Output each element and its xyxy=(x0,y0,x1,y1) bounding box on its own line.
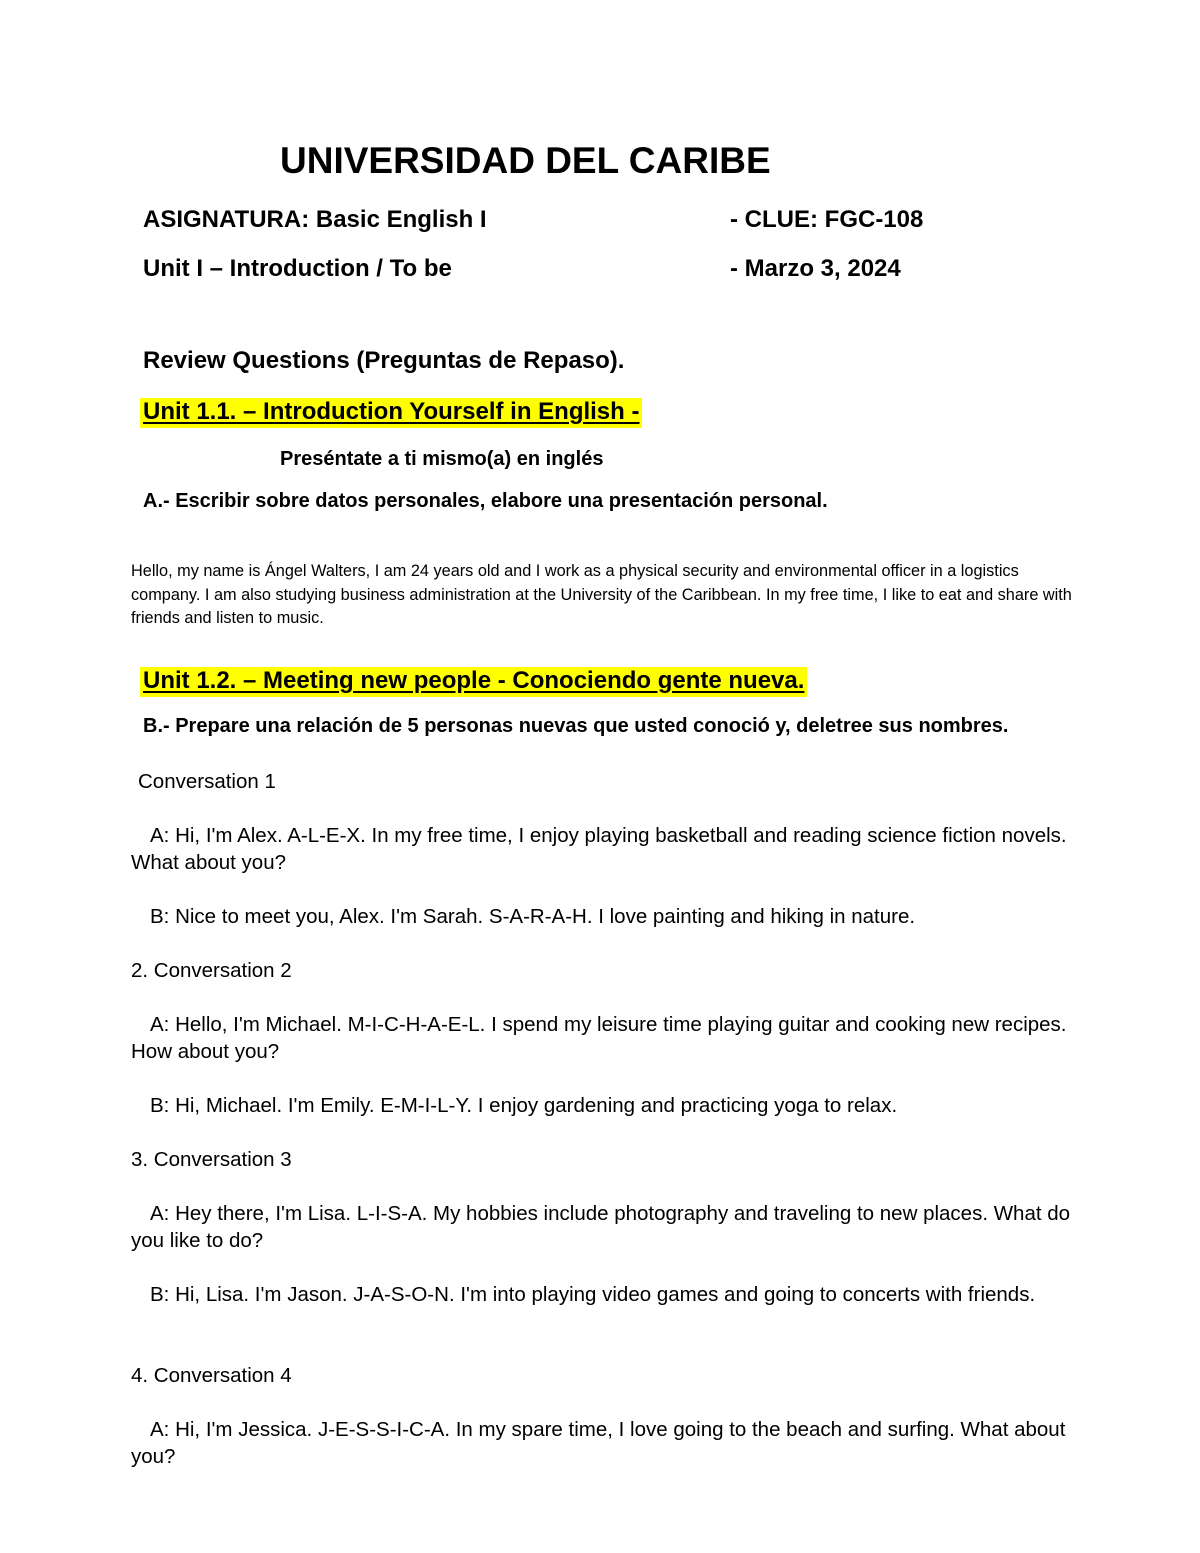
subject-label: ASIGNATURA xyxy=(143,206,302,233)
section2-heading: Unit 1.2. – Meeting new people - Conociendo gente nueva. xyxy=(140,667,807,697)
conversation-1-line-b: B: Nice to meet you, Alex. I'm Sarah. S-A-R-A-H. I love painting and hiking in nature. xyxy=(150,905,916,928)
subject-line xyxy=(143,206,487,234)
conversation-4-title: 4. Conversation 4 xyxy=(131,1364,292,1387)
conversation-3-line-a: A: Hey there, I'm Lisa. L-I-S-A. My hobbies include photography and traveling to new places. What do you like to do? xyxy=(131,1202,1071,1252)
conversation-2-title: 2. Conversation 2 xyxy=(131,959,292,982)
unit-line: Unit I – Introduction / To be xyxy=(143,255,452,282)
conversation-1-line-a: A: Hi, I'm Alex. A-L-E-X. In my free time, I enjoy playing basketball and reading science fiction novels. What about you? xyxy=(131,824,1067,874)
conversation-4-line-a: A: Hi, I'm Jessica. J-E-S-S-I-C-A. In my spare time, I love going to the beach and surfing. What about you? xyxy=(131,1418,1066,1468)
university-title: UNIVERSIDAD DEL CARIBE xyxy=(280,140,771,181)
review-title: Review Questions (Preguntas de Repaso). xyxy=(143,347,625,374)
conversation-3-title: 3. Conversation 3 xyxy=(131,1148,292,1171)
section1-subtitle: Preséntate a ti mismo(a) en inglés xyxy=(280,448,604,470)
section1-instruction: A.- Escribir sobre datos personales, elabore una presentación personal. xyxy=(143,490,828,512)
section2-instruction: B.- Prepare una relación de 5 personas nuevas que usted conoció y, deletree sus nombres. xyxy=(143,715,1009,737)
conversation-2-line-b: B: Hi, Michael. I'm Emily. E-M-I-L-Y. I enjoy gardening and practicing yoga to relax. xyxy=(150,1094,898,1117)
conversation-2-line-a: A: Hello, I'm Michael. M-I-C-H-A-E-L. I spend my leisure time playing guitar and cooking new recipes. How about you? xyxy=(131,1013,1067,1063)
conversation-3-line-b: B: Hi, Lisa. I'm Jason. J-A-S-O-N. I'm into playing video games and going to concerts with friends. xyxy=(150,1283,1036,1306)
introduction-paragraph: Hello, my name is Ángel Walters, I am 24 years old and I work as a physical security and environmental officer in a logistics company. I am also studying business administration at the University of the Caribbean. In my free time, I like to eat and share with friends and listen to music. xyxy=(131,562,1072,627)
course-clue: - CLUE: FGC-108 xyxy=(730,206,924,233)
date-line: - Marzo 3, 2024 xyxy=(730,255,901,282)
subject-value: : Basic English I xyxy=(301,206,487,233)
section1-heading: Unit 1.1. – Introduction Yourself in English - xyxy=(140,398,642,428)
conversation-1-title: Conversation 1 xyxy=(138,770,276,793)
